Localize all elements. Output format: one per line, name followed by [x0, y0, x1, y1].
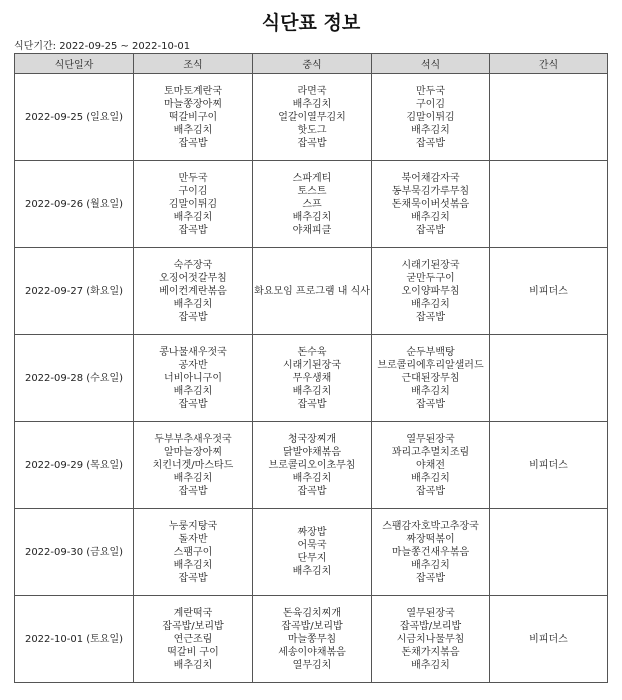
menu-item: 배추김치 [173, 659, 213, 671]
snack-cell [490, 248, 608, 335]
menu-item: 동부묵김가루무침 [391, 185, 470, 197]
menu-item: 잡곡밥 [178, 572, 208, 584]
menu-item: 배추김치 [292, 385, 332, 397]
menu-item: 배추김치 [411, 385, 450, 397]
menu-item: 닭발야채볶음 [283, 446, 341, 458]
menu-item: 돌자반 [178, 533, 208, 545]
menu-item: 구이김 [416, 98, 445, 110]
menu-item: 잡곡밥 [416, 398, 445, 410]
menu-item: 브로콜리오이초무침 [268, 459, 356, 471]
menu-item: 돈육김치찌개 [283, 607, 341, 619]
menu-item: 배추김치 [411, 298, 450, 310]
snack-cell [490, 509, 608, 596]
menu-item: 청국장찌개 [287, 433, 337, 445]
menu-item: 배추김치 [173, 472, 213, 484]
menu-item: 배추김치 [173, 385, 213, 397]
dinner-cell [372, 509, 490, 596]
menu-item: 라면국 [297, 85, 327, 97]
menu-item: 브로콜리에후리알샐러드 [377, 359, 484, 371]
menu-item: 김말이튀김 [406, 111, 455, 123]
column-header-breakfast: 조식 [134, 54, 253, 74]
menu-item: 배추김치 [292, 472, 332, 484]
menu-item: 오이양파무침 [401, 285, 460, 297]
menu-item: 얼갈이열무김치 [278, 111, 346, 123]
menu-item: 토스트 [297, 185, 327, 197]
menu-item: 스팸구이 [173, 546, 213, 558]
date-cell: 2022-09-30 (금요일) [15, 509, 134, 596]
menu-item: 꽈리고추멸치조림 [391, 446, 470, 458]
menu-item: 잡곡밥/보리밥 [399, 620, 462, 632]
table-row [15, 248, 608, 335]
menu-item: 야채전 [416, 459, 445, 471]
dinner-cell [372, 248, 490, 335]
snack-cell [490, 596, 608, 683]
menu-item: 공자반 [178, 359, 208, 371]
menu-item: 잡곡밥/보리밥 [162, 620, 224, 632]
menu-item: 배추김치 [411, 472, 450, 484]
date-cell: 2022-09-29 (목요일) [15, 422, 134, 509]
menu-item: 돈수육 [297, 346, 327, 358]
menu-item: 잡곡밥 [297, 485, 327, 497]
menu-item: 만두국 [416, 85, 445, 97]
column-header-lunch: 중식 [253, 54, 372, 74]
snack-cell [490, 161, 608, 248]
menu-item: 시래기된장국 [283, 359, 341, 371]
menu-item: 만두국 [178, 172, 208, 184]
menu-item: 순두부백탕 [406, 346, 455, 358]
menu-item: 계란떡국 [173, 607, 213, 619]
menu-item: 배추김치 [411, 559, 450, 571]
table-row [15, 161, 608, 248]
dinner-cell [372, 596, 490, 683]
date-cell: 2022-09-28 (수요일) [15, 335, 134, 422]
menu-item: 스파게티 [292, 172, 332, 184]
menu-item: 배추김치 [411, 659, 450, 671]
menu-item: 근대된장무침 [401, 372, 460, 384]
menu-item: 잡곡밥 [297, 137, 327, 149]
breakfast-cell [134, 422, 253, 509]
menu-item: 배추김치 [173, 124, 213, 136]
menu-item: 잡곡밥 [178, 311, 208, 323]
dinner-cell [372, 335, 490, 422]
menu-item: 무우생채 [292, 372, 332, 384]
table-body [15, 74, 608, 683]
table-row [15, 74, 608, 161]
lunch-cell [253, 248, 372, 335]
menu-item: 배추김치 [411, 211, 450, 223]
menu-item: 핫도그 [297, 124, 327, 136]
menu-item: 야채피클 [292, 224, 332, 236]
menu-item: 콩나물새우젓국 [159, 346, 227, 358]
menu-item: 열무김치 [292, 659, 332, 671]
lunch-cell [253, 161, 372, 248]
menu-item: 잡곡밥 [416, 224, 445, 236]
menu-item: 두부부추새우젓국 [154, 433, 232, 445]
table-row [15, 422, 608, 509]
menu-item: 너비아니구이 [164, 372, 222, 384]
menu-item: 알마늘장아찌 [164, 446, 222, 458]
menu-item: 잡곡밥 [416, 311, 445, 323]
menu-item: 배추김치 [411, 124, 450, 136]
dinner-cell [372, 161, 490, 248]
menu-item: 열무된장국 [406, 607, 455, 619]
lunch-cell [253, 596, 372, 683]
column-header-snack: 간식 [490, 54, 608, 74]
lunch-cell [253, 74, 372, 161]
date-cell: 2022-09-26 (월요일) [15, 161, 134, 248]
menu-item: 배추김치 [173, 298, 213, 310]
date-cell: 2022-09-25 (일요일) [15, 74, 134, 161]
dinner-cell [372, 422, 490, 509]
page-title: 식단표 정보 [261, 12, 361, 34]
menu-item: 돈채묵이버섯볶음 [391, 198, 470, 210]
dinner-cell [372, 74, 490, 161]
menu-item: 세송이야채볶음 [278, 646, 346, 658]
column-header-date: 식단일자 [15, 54, 134, 74]
menu-item: 연근조림 [173, 633, 213, 645]
breakfast-cell [134, 509, 253, 596]
breakfast-cell [134, 596, 253, 683]
menu-item: 떡갈비 구이 [167, 646, 219, 658]
breakfast-cell [134, 74, 253, 161]
menu-item: 시금치나물무침 [396, 633, 465, 645]
menu-item: 배추김치 [292, 566, 332, 577]
lunch-cell [253, 422, 372, 509]
menu-item: 스프 [302, 198, 322, 210]
snack-cell [490, 422, 608, 509]
menu-item: 잡곡밥 [416, 485, 445, 497]
lunch-cell [253, 335, 372, 422]
menu-item: 떡갈비구이 [168, 111, 218, 123]
menu-item: 잡곡밥 [178, 137, 208, 149]
menu-item: 어묵국 [297, 540, 327, 551]
menu-item: 돈채가지볶음 [401, 646, 460, 658]
menu-item: 김말이튀김 [168, 198, 218, 210]
menu-item: 스팸감자호박고추장국 [382, 520, 479, 532]
menu-item: 화요모임 프로그램 내 식사 [254, 285, 370, 297]
table-row [15, 335, 608, 422]
table-row [15, 596, 608, 683]
date-cell: 2022-09-27 (화요일) [15, 248, 134, 335]
snack-cell [490, 74, 608, 161]
menu-item: 토마토계란국 [164, 85, 222, 97]
breakfast-cell [134, 248, 253, 335]
menu-item: 잡곡밥 [178, 485, 208, 497]
menu-item: 배추김치 [292, 211, 332, 223]
menu-item: 북어채감자국 [401, 172, 460, 184]
menu-item: 비피더스 [529, 459, 568, 471]
menu-item: 짜장밥 [297, 527, 327, 538]
menu-item: 오징어젓갈무침 [159, 272, 227, 284]
snack-cell [490, 335, 608, 422]
meal-table [14, 53, 608, 683]
table-row [15, 509, 608, 596]
table-header-row [15, 54, 608, 74]
menu-item: 굳만두구이 [406, 272, 455, 284]
menu-item: 시래기된장국 [401, 259, 460, 271]
menu-item: 치킨너겟/마스타드 [152, 459, 234, 471]
menu-item: 배추김치 [173, 559, 213, 571]
menu-item: 구이김 [178, 185, 208, 197]
menu-item: 숙주장국 [173, 259, 213, 271]
menu-item: 배추김치 [173, 211, 213, 223]
menu-item: 잡곡밥 [178, 224, 208, 236]
menu-item: 비피더스 [529, 285, 568, 297]
date-cell: 2022-10-01 (토요일) [15, 596, 134, 683]
menu-item: 베이컨계란볶음 [159, 285, 227, 297]
menu-item: 잡곡밥 [178, 398, 208, 410]
menu-item: 짜장떡볶이 [406, 533, 455, 545]
menu-item: 마늘쫑장아찌 [164, 98, 222, 110]
menu-item: 비피더스 [529, 633, 568, 645]
menu-item: 잡곡밥 [297, 398, 327, 410]
meal-period: 식단기간: 2022-09-25 ~ 2022-10-01 [14, 41, 191, 52]
menu-item: 단무지 [297, 553, 327, 564]
column-header-dinner: 석식 [372, 54, 490, 74]
menu-item: 마늘쫑건새우볶음 [391, 546, 470, 558]
menu-item: 열무된장국 [406, 433, 455, 445]
menu-item: 잡곡밥 [416, 572, 445, 584]
menu-item: 잡곡밥 [416, 137, 445, 149]
breakfast-cell [134, 335, 253, 422]
menu-item: 누룽지탕국 [168, 520, 218, 532]
menu-item: 마늘쫑무침 [287, 633, 337, 645]
menu-item: 잡곡밥/보리밥 [281, 620, 343, 632]
menu-item: 배추김치 [292, 98, 332, 110]
breakfast-cell [134, 161, 253, 248]
lunch-cell [253, 509, 372, 596]
